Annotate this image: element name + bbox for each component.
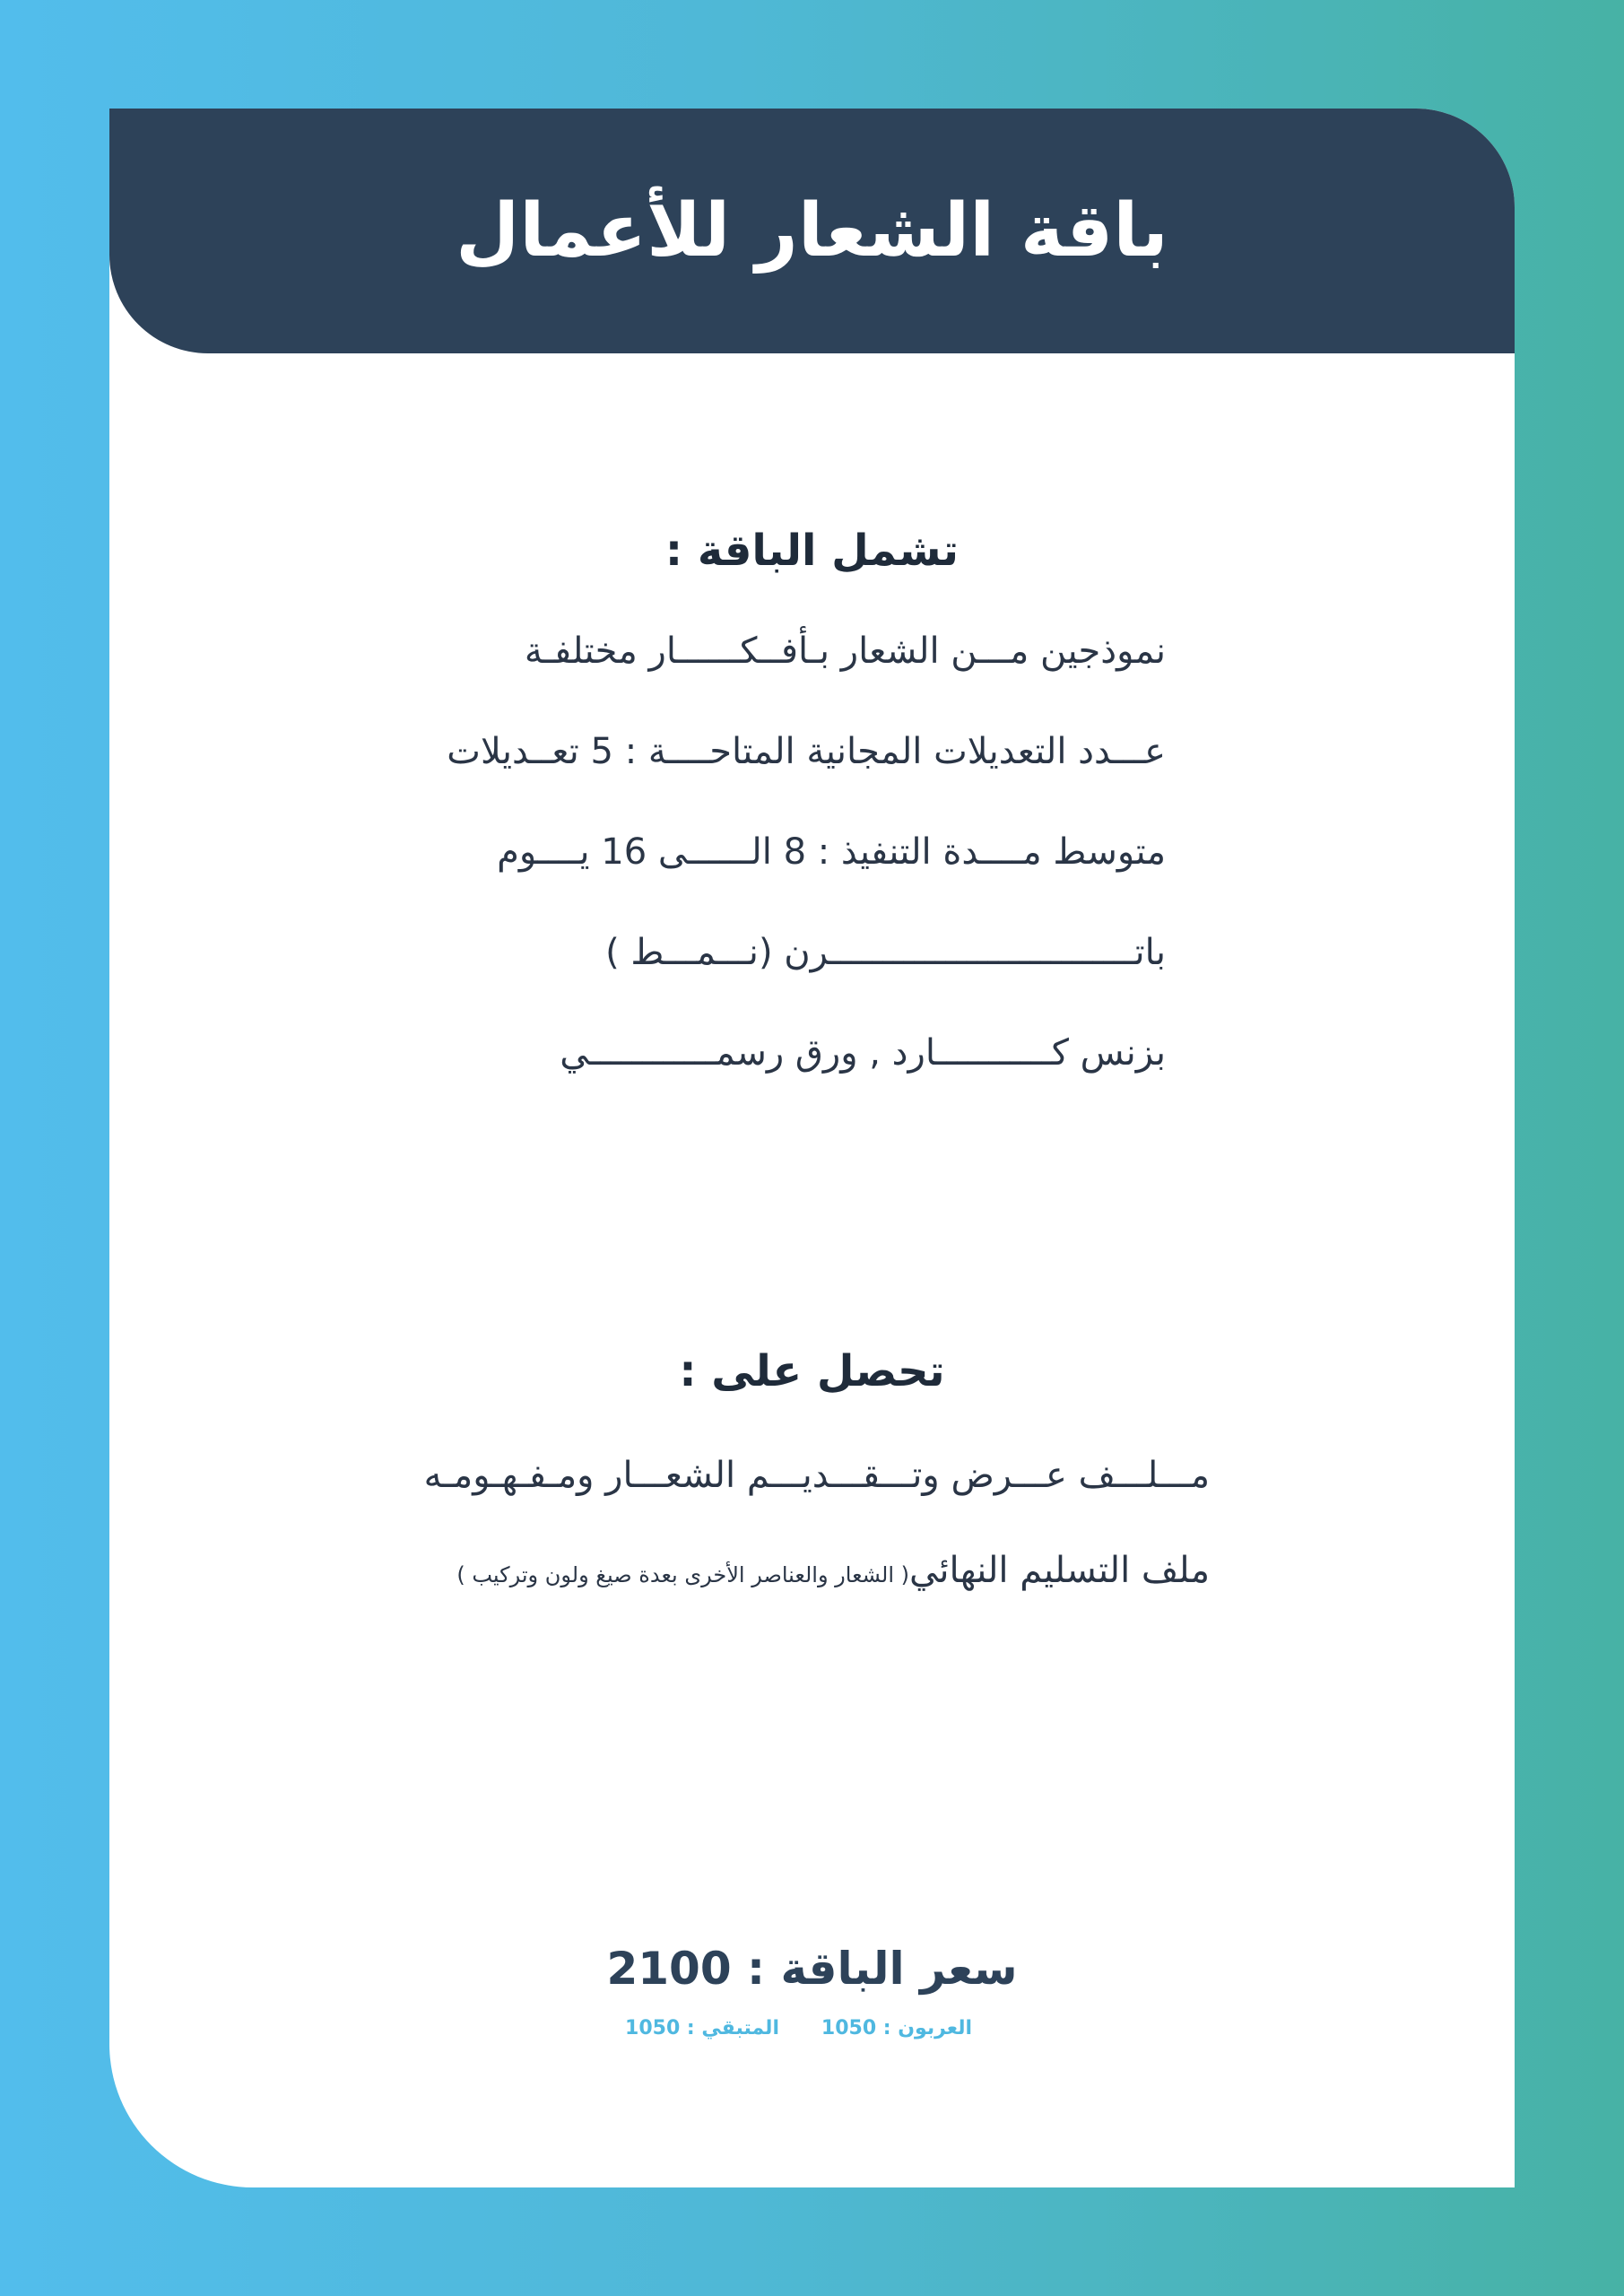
- list-item: باتـــــــــــــــــــــــــــــرن (نـــمـــط ): [605, 932, 1166, 973]
- receive-list: [378, 109, 1210, 1633]
- includes-heading: تشمل الباقة :: [664, 526, 960, 576]
- receive-heading: تحصل على :: [679, 1346, 945, 1396]
- list-item: [456, 1550, 1210, 1591]
- final-delivery-note: ( الشعار والعناصر الأخرى بعدة صيغ ولون وتركيب ): [456, 1562, 910, 1587]
- list-item: متوسط مــــدة التنفيذ : 8 الــــــى 16 يــــوم: [497, 831, 1166, 873]
- list-item: مـــلـــف عـــرض وتـــقـــديـــم الشعـــار ومـفـهـومـه: [423, 1455, 1210, 1496]
- list-item: عـــدد التعديلات المجانية المتاحــــة : 5 تعــديلات: [447, 731, 1166, 772]
- list-item: بزنس كـــــــــــارد , ورق رسمــــــــــــي: [560, 1032, 1166, 1074]
- deposit-label: العربون : 1050: [821, 2017, 972, 2039]
- price-label: سعر الباقة : 2100: [606, 1943, 1018, 1995]
- final-delivery-label: ملف التسليم النهائي: [909, 1550, 1210, 1591]
- list-item: نموذجين مـــن الشعار بـأفــكــــــار مختلفـة: [524, 631, 1166, 672]
- package-card: [109, 109, 1515, 2187]
- page-title: باقة الشعار للأعمال: [456, 187, 1168, 274]
- remaining-label: المتبقي : 1050: [625, 2017, 779, 2039]
